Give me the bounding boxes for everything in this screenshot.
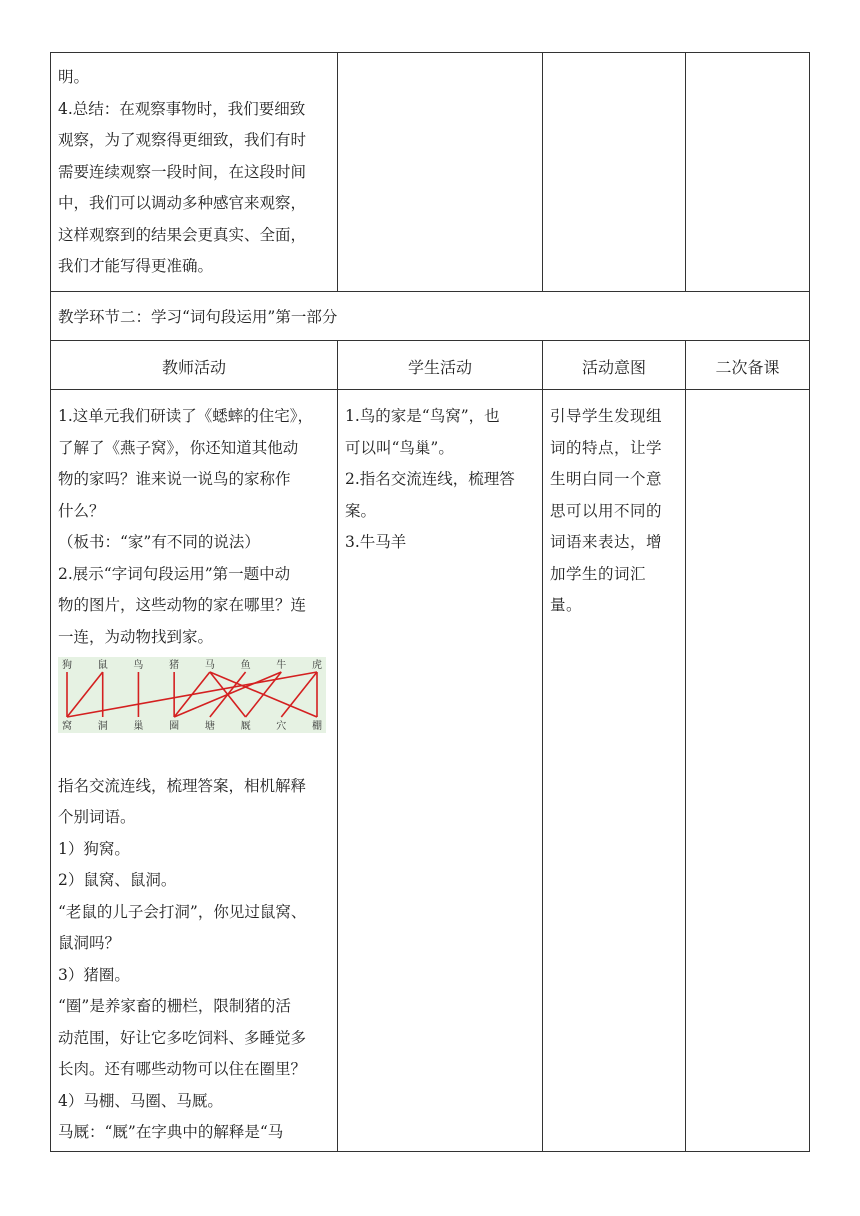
table-border-bottom (50, 1151, 810, 1152)
text-line: 4.总结：在观察事物时，我们要细致 (58, 99, 306, 118)
text-line: 指名交流连线，梳理答案，相机解释 (58, 776, 307, 795)
text-line: 物的家吗？谁来说一说鸟的家称作 (58, 470, 291, 488)
animal-label: 虎 (312, 660, 322, 671)
animal-label: 鼠 (97, 660, 108, 671)
text-line: 加学生的词汇 (550, 564, 647, 583)
col-divider-3b (685, 340, 686, 1151)
text-line: 什么？ (58, 501, 105, 520)
home-label: 棚 (312, 721, 322, 732)
table-border-right (809, 52, 810, 1152)
student-activity-cell (345, 401, 537, 559)
section-title: 教学环节二：学习“词句段运用”第一部分 (58, 308, 338, 326)
text-line: 案。 (345, 501, 377, 520)
text-line: 马厩：“厩”在字典中的解释是“马 (58, 1123, 284, 1141)
animal-home-matching-figure (58, 657, 326, 733)
text-line: 中，我们可以调动多种感官来观察， (58, 194, 307, 212)
text-line: 量。 (550, 596, 583, 614)
text-line: 2）鼠窝、鼠洞。 (58, 871, 177, 889)
row-divider-3 (50, 389, 810, 390)
text-line: 词的特点，让学 (550, 438, 663, 457)
header-teacher-activity: 教师活动 (161, 358, 226, 377)
header-second-prep: 二次备课 (715, 358, 780, 377)
text-line: 这样观察到的结果会更真实、全面， (58, 225, 307, 244)
animal-label: 狗 (62, 660, 72, 671)
text-line: 1.鸟的家是“鸟窝”，也 (345, 407, 500, 425)
text-line: （板书：“家”有不同的说法） (58, 533, 260, 551)
animal-label: 鸟 (133, 660, 144, 671)
animal-label: 马 (204, 660, 215, 671)
text-line: 词语来表达，增 (550, 533, 663, 551)
text-line: 动范围，好让它多吃饲料、多睡觉多 (58, 1028, 307, 1047)
activity-intent-text (550, 401, 680, 622)
text-line: 4）马棚、马圈、马厩。 (58, 1091, 223, 1110)
text-line: “老鼠的儿子会打洞”，你见过鼠窝、 (58, 902, 307, 921)
text-line: 1.这单元我们研读了《蟋蟀的住宅》， (58, 407, 314, 425)
header-activity-intent: 活动意图 (581, 358, 646, 377)
text-line (58, 739, 334, 771)
text-line: 鼠洞吗？ (58, 934, 121, 952)
header-student-activity: 学生活动 (407, 358, 472, 377)
col-divider-3a (685, 52, 686, 291)
text-line: 了解了《燕子窝》，你还知道其他动 (58, 438, 299, 457)
text-line: 2.展示“字词句段运用”第一题中动 (58, 564, 291, 583)
text-line: 观察，为了观察得更细致，我们有时 (58, 131, 307, 149)
text-line: 生明白同一个意 (550, 470, 663, 488)
animal-label: 猪 (169, 660, 180, 671)
animal-label: 牛 (276, 660, 287, 671)
home-label: 圈 (169, 721, 180, 732)
home-label: 穴 (276, 721, 287, 732)
text-line: 3.牛马羊 (345, 533, 407, 551)
text-line: 物的图片，这些动物的家在哪里？连 (58, 596, 307, 614)
match-line (67, 672, 103, 717)
text-line: 3）猪圈。 (58, 965, 130, 984)
teacher-activity-text-part2 (58, 739, 334, 1149)
home-label: 窝 (62, 721, 72, 732)
table-border-top (50, 52, 810, 53)
matching-lines-image (58, 657, 326, 733)
home-label: 洞 (97, 721, 108, 732)
top-teacher-cell (58, 62, 334, 283)
text-line: 个别词语。 (58, 808, 136, 826)
row-divider-1 (50, 291, 810, 292)
text-line: 2.指名交流连线，梳理答 (345, 470, 515, 488)
text-line: “圈”是养家畜的栅栏，限制猪的活 (58, 997, 291, 1015)
top-teacher-text (58, 62, 334, 283)
text-line: 1）狗窝。 (58, 839, 130, 858)
row-divider-2 (50, 340, 810, 341)
teacher-activity-cell (58, 401, 334, 1149)
teacher-activity-text-part1 (58, 401, 334, 653)
text-line: 长肉。还有哪些动物可以住在圈里？ (58, 1060, 307, 1078)
col-divider-1a (337, 52, 338, 291)
home-label: 厩 (240, 721, 251, 732)
text-line: 思可以用不同的 (550, 501, 663, 520)
home-label: 塘 (204, 721, 215, 732)
col-divider-2a (542, 52, 543, 291)
col-divider-2b (542, 340, 543, 1151)
text-line: 需要连续观察一段时间，在这段时间 (58, 162, 307, 181)
text-line: 我们才能写得更准确。 (58, 257, 214, 275)
table-border-left (50, 52, 51, 1152)
text-line: 可以叫“鸟巢”。 (345, 438, 454, 457)
text-line: 明。 (58, 68, 90, 86)
home-label: 巢 (133, 721, 144, 732)
text-line: 引导学生发现组 (550, 407, 663, 425)
animal-label: 鱼 (240, 660, 251, 671)
activity-intent-cell (550, 401, 680, 622)
student-activity-text (345, 401, 537, 559)
text-line: 一连，为动物找到家。 (58, 627, 214, 646)
col-divider-1b (337, 340, 338, 1151)
